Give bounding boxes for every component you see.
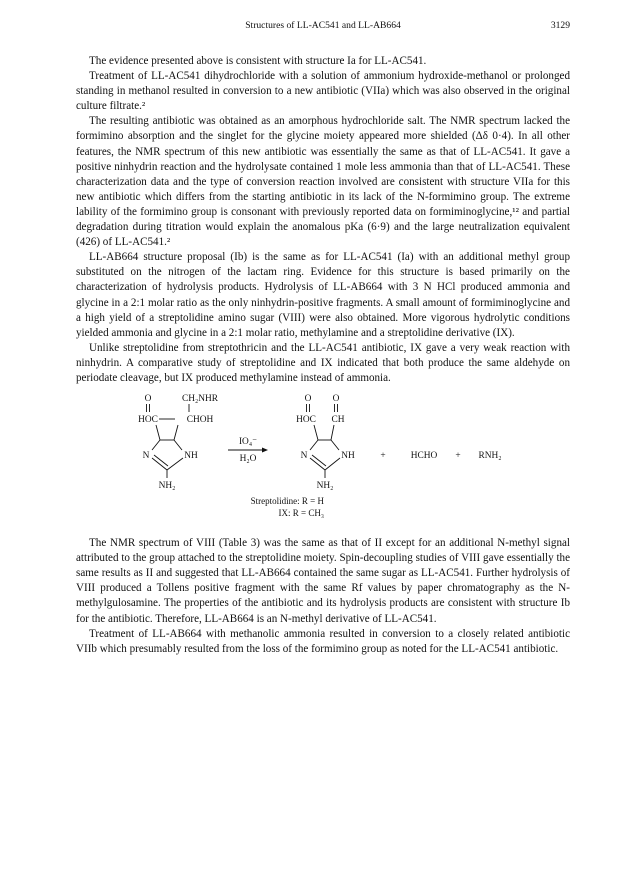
running-title: Structures of LL-AC541 and LL-AB664 xyxy=(245,20,401,31)
right-ring-n: N xyxy=(300,451,308,462)
left-carbonyl-o: O xyxy=(144,394,152,405)
page-number: 3129 xyxy=(550,20,570,31)
right-ring-nh: NH xyxy=(341,451,355,462)
right-carbonyl-o-left: O xyxy=(304,394,312,405)
right-hoc: HOC xyxy=(296,415,316,426)
left-choh: CHOH xyxy=(186,415,214,426)
left-ring-n: N xyxy=(142,451,150,462)
paragraph: Treatment of LL-AC541 dihydrochloride with a solution of ammonium hydroxide-methanol or prolonged standing in methanol resulted in conversion to a new antibiotic (VIIa) which was also observed in the original culture filtrate.² xyxy=(76,70,570,113)
plus-sign: + xyxy=(380,451,386,462)
amine-product: RNH₂ xyxy=(478,451,502,462)
reaction-scheme-drawing xyxy=(76,392,570,520)
paragraph: Treatment of LL-AB664 with methanolic ammonia resulted in conversion to a closely related antibiotic VIIb which presumably resulted from the loss of the formimino group as noted for the LL-AC541 antibiotic. xyxy=(76,627,570,655)
paragraph: The resulting antibiotic was obtained as an amorphous hydrochloride salt. The NMR spectrum lacked the formimino absorption and the singlet for the glycine moiety appeared more shielded (Δδ 0·4). In all other features, the NMR spectrum of this new antibiotic was essentially the same as that of LL-AC541. It gave a positive ninhydrin reaction and the hydrolysate contained 1 mole less ammonia than that of LL-AC541. These characterization data and the type of conversion reaction involved are consistent with structure VIIa for this new antibiotic which differs from the starting antibiotic in its lack of the N-formimino group. The extreme lability of the formimino group is consonant with previously reported data on formiminoglycine,¹² and partial degradation during titration would explain the anomalous pKa (6·9) and the large neutralization equivalent (426) of LL-AC541.² xyxy=(76,115,570,249)
right-ch: CH xyxy=(331,415,345,426)
right-carbonyl-o-right: O xyxy=(332,394,340,405)
page xyxy=(76,20,570,657)
arrow-reagent: IO₄⁻ xyxy=(238,437,258,448)
left-ring-nh: NH xyxy=(184,451,198,462)
left-hoc: HOC xyxy=(138,415,158,426)
legend-ix: IX: R = CH₃ xyxy=(278,508,324,519)
reaction-scheme xyxy=(76,392,570,520)
right-nh2: NH₂ xyxy=(316,481,334,492)
running-header xyxy=(76,20,570,34)
legend-streptolidine: Streptolidine: R = H xyxy=(250,496,324,507)
arrow-solvent: H₂O xyxy=(239,454,257,465)
formaldehyde: HCHO xyxy=(410,451,438,462)
paragraph: Unlike streptolidine from streptothricin and the LL-AC541 antibiotic, IX gave a very weak reaction with ninhydrin. A comparative study of streptolidine and IX indicated that both produce the same aldehyde on periodate cleavage, but IX produced methylamine instead of ammonia. xyxy=(76,341,570,384)
left-nh2: NH₂ xyxy=(158,481,176,492)
paragraph: The evidence presented above is consistent with structure Ia for LL-AC541. xyxy=(89,55,427,67)
paragraph: The NMR spectrum of VIII (Table 3) was the same as that of II except for an additional N-methyl signal attributed to the group attached to the streptolidine moiety. Spin-decoupling studies of VIII gave essentially the same results as II and suggested that LL-AB664 contained the same sugar as LL-AC541. Further hydrolysis of VIII produced a Tollens positive fragment with the same Rf values by paper chromatography as the N-methylgulosamine. The properties of the antibiotic and its hydrolysis products are consistent with structure Ib for the antibiotic. Therefore, LL-AB664 is an N-methyl derivative of LL-AC541. xyxy=(76,537,570,625)
paragraph: LL-AB664 structure proposal (Ib) is the same as for LL-AC541 (Ia) with an additional methyl group substituted on the nitrogen of the lactam ring. Evidence for this structure is based primarily on the characterization of hydrolysis products. Hydrolysis of LL-AB664 with 3 N HCl produced ammonia and glycine in a 2:1 molar ratio as the only ninhydrin-positive fragments. A small amount of formiminoglycine and a high yield of a streptolidine amino sugar (VIII) were also obtained. More vigorous hydrolytic conditions yielded ammonia and glycine in a 2:1 molar ratio, methylamine and a streptolidine derivative (IX). xyxy=(76,251,570,339)
left-ch2nhr: CH₂NHR xyxy=(181,394,219,405)
plus-sign: + xyxy=(455,451,461,462)
